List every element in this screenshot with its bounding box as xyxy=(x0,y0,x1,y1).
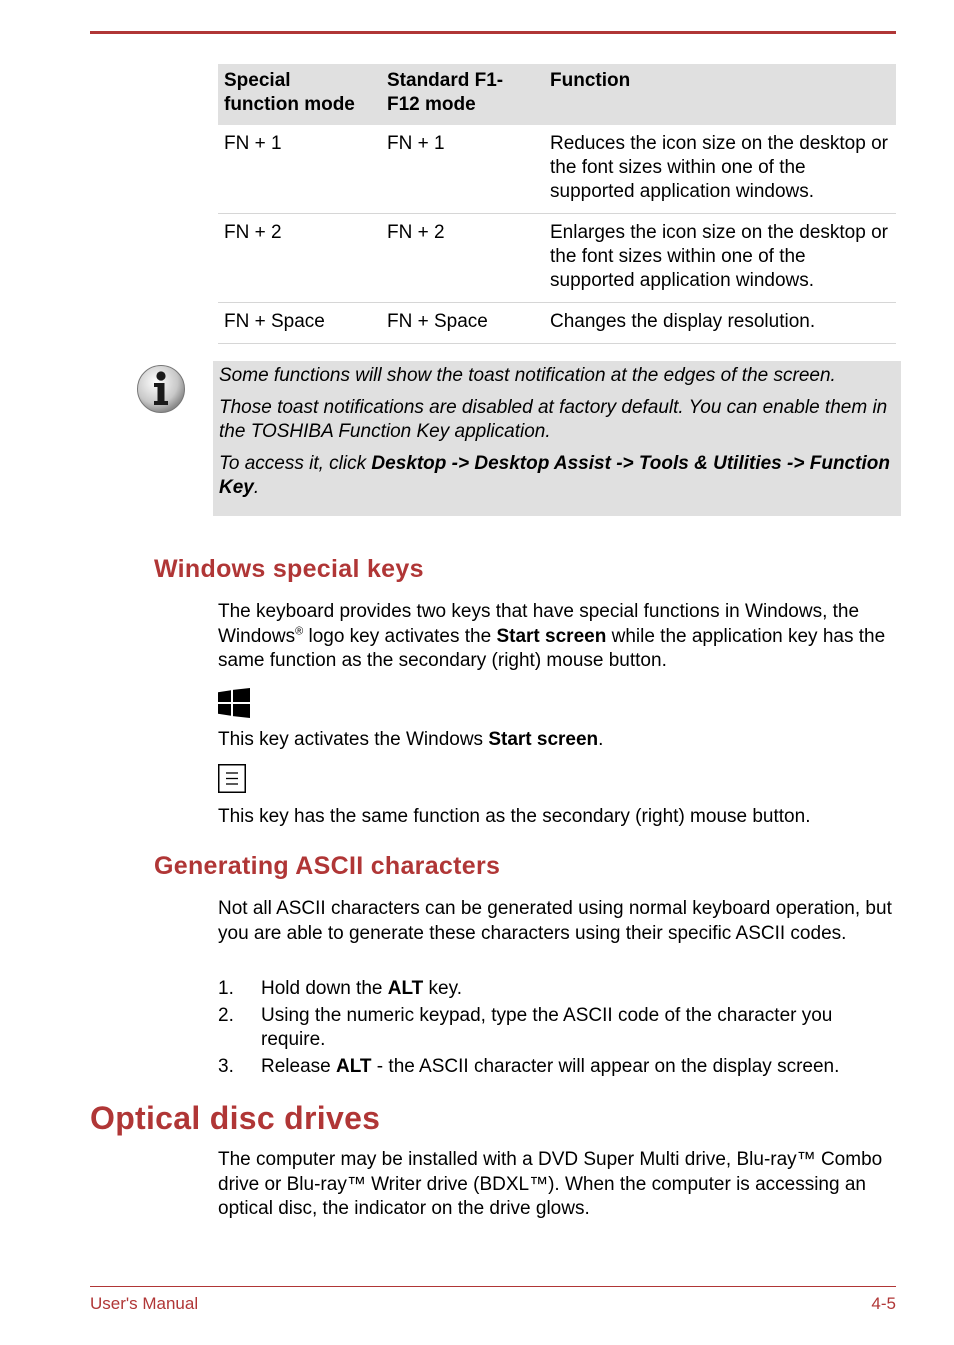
win-text-start-screen: Start screen xyxy=(488,729,599,750)
cell-function: Reduces the icon size on the desktop or the font sizes within one of the supported application windows. xyxy=(544,125,896,214)
step-text-end: key. xyxy=(423,978,462,999)
ascii-intro: Not all ASCII characters can be generated using normal keyboard operation, but you are able to generate these characters using their specific ASCII codes. xyxy=(218,898,892,944)
cell-special: FN + 1 xyxy=(218,125,381,214)
intro-part-c: while the application key has the same function as the secondary (right) mouse button. xyxy=(218,625,886,671)
list-item xyxy=(218,1004,898,1053)
win-text-a: This key activates the Windows xyxy=(218,729,489,750)
note-line-2: Those toast notifications are disabled at factory default. You can enable them in the TOSHIBA Function Key application. xyxy=(219,397,888,442)
note-line3-prefix: To access it, click xyxy=(219,453,372,474)
list-item xyxy=(218,1055,898,1080)
header-special-line2: function mode xyxy=(224,94,355,115)
application-key-icon xyxy=(218,764,246,793)
note-line3-suffix: . xyxy=(253,477,260,498)
intro-part-b: logo key activates the xyxy=(303,625,497,647)
cell-standard: FN + Space xyxy=(381,303,544,344)
step-number: 1. xyxy=(218,978,234,999)
windows-logo-icon xyxy=(218,688,250,718)
cell-special: FN + 2 xyxy=(218,214,381,303)
section-heading-ascii: Generating ASCII characters xyxy=(154,852,501,880)
step-key: ALT xyxy=(336,1055,372,1077)
step-text: Using the numeric keypad, type the ASCII code of the character you require. xyxy=(261,1004,833,1050)
header-function: Function xyxy=(544,64,896,125)
header-special-line1: Special xyxy=(224,70,291,91)
note-menu-path: Desktop -> Desktop Assist -> Tools & Utilities -> Function Key xyxy=(219,453,890,498)
intro-part-a: The keyboard provides two keys that have special functions in Windows, the Windows xyxy=(218,601,860,647)
table-row xyxy=(218,303,896,344)
note-line-3 xyxy=(219,452,893,500)
bottom-rule xyxy=(90,1286,896,1287)
list-item xyxy=(218,977,898,1002)
cell-standard: FN + 2 xyxy=(381,214,544,303)
step-text: Release xyxy=(261,1055,336,1077)
note-line-1: Some functions will show the toast notification at the edges of the screen. xyxy=(219,365,836,386)
cell-standard: FN + 1 xyxy=(381,125,544,214)
windows-key-description xyxy=(218,728,898,753)
optical-drives-text: The computer may be installed with a DVD Super Multi drive, Blu-ray™ Combo drive or Blu-ray™ Writer drive (BDXL™). When the computer is accessing an optical disc, the indicator on the drive glows. xyxy=(218,1149,883,1219)
step-key: ALT xyxy=(387,978,424,999)
step-text: Hold down the xyxy=(261,978,388,999)
windows-keys-intro xyxy=(218,600,898,674)
intro-start-screen: Start screen xyxy=(496,625,607,647)
step-text-end: - the ASCII character will appear on the display screen. xyxy=(371,1055,840,1077)
header-special-mode xyxy=(218,64,381,125)
header-standard-mode xyxy=(381,64,544,125)
application-key-description: This key has the same function as the secondary (right) mouse button. xyxy=(218,806,811,827)
footer-page-number: 4-5 xyxy=(871,1294,896,1313)
table-row xyxy=(218,125,896,214)
function-key-table xyxy=(218,64,896,344)
ascii-steps-list xyxy=(218,977,898,1081)
header-standard-line1: Standard F1- xyxy=(387,70,504,91)
info-icon xyxy=(136,364,186,414)
win-text-b: . xyxy=(598,729,604,750)
top-rule xyxy=(90,31,896,34)
table-row xyxy=(218,214,896,303)
cell-function: Enlarges the icon size on the desktop or the font sizes within one of the supported application windows. xyxy=(544,214,896,303)
cell-function: Changes the display resolution. xyxy=(544,303,896,344)
table-header-row xyxy=(218,64,896,125)
note-box xyxy=(213,361,901,516)
registered-mark: ® xyxy=(295,625,304,638)
step-number: 3. xyxy=(218,1055,234,1077)
section-heading-windows-keys: Windows special keys xyxy=(154,555,424,583)
header-standard-line2: F12 mode xyxy=(387,94,476,115)
footer-manual-title: User's Manual xyxy=(90,1294,199,1313)
chapter-heading-optical-disc-drives: Optical disc drives xyxy=(90,1100,381,1136)
cell-special: FN + Space xyxy=(218,303,381,344)
step-number: 2. xyxy=(218,1004,234,1026)
